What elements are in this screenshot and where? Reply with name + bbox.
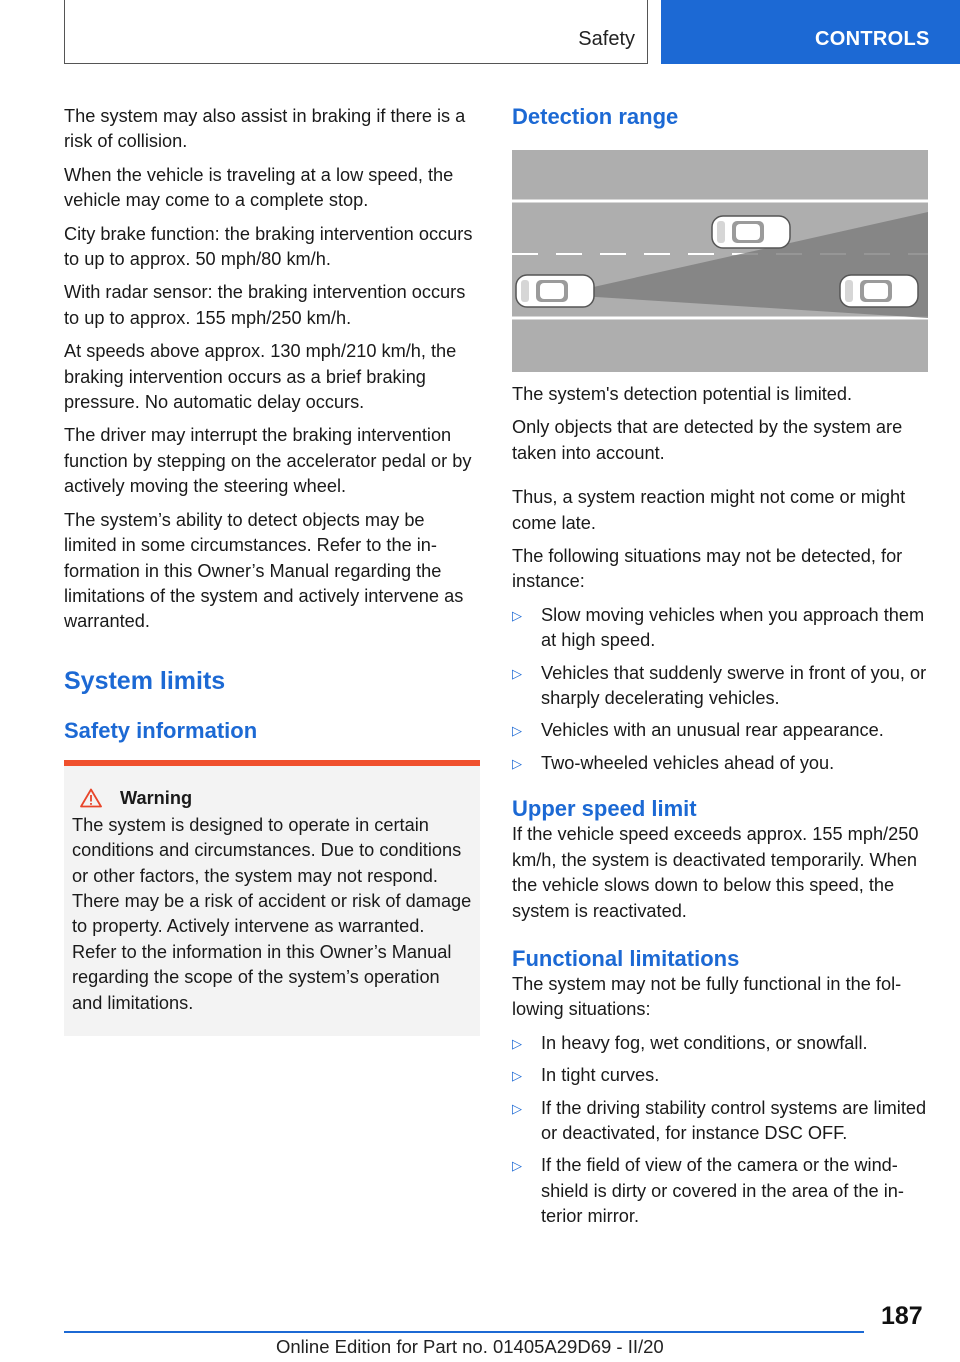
warning-triangle-icon xyxy=(80,788,102,808)
list-item: ▷ Vehicles with an unusual rear appearance. xyxy=(512,718,928,743)
header-section-box xyxy=(64,0,648,64)
header-chapter-tab xyxy=(661,0,960,64)
list-item: ▷ If the field of view of the camera or the windshield is dirty or covered in the area of the interior mirror. xyxy=(512,1155,904,1227)
triangle-bullet-icon: ▷ xyxy=(512,1158,522,1174)
triangle-bullet-icon: ▷ xyxy=(512,607,522,623)
ego-vehicle-icon xyxy=(516,275,594,307)
paragraph: The system may also assist in braking if there is a risk of collision. xyxy=(64,106,466,152)
undetected-situations-list xyxy=(512,603,928,776)
paragraph: At speeds above approx. 130 mph/210 km/h, the braking intervention occurs as a brief braking pressure. No automatic delay occurs. xyxy=(64,341,457,413)
triangle-bullet-icon: ▷ xyxy=(512,1035,522,1051)
detection-range-diagram xyxy=(512,150,928,372)
footer-rule xyxy=(64,1331,864,1333)
triangle-bullet-icon: ▷ xyxy=(512,1068,522,1084)
paragraph: The system’s ability to detect objects may be limited in some circumstances. Refer to the information in this Owner’s Manual regarding the limitations of the system and actively intervene as warranted. xyxy=(64,509,464,632)
page-number: 187 xyxy=(881,1302,923,1330)
paragraph: The system's detection potential is limited. xyxy=(512,384,853,404)
list-item: ▷ In tight curves. xyxy=(512,1063,928,1088)
triangle-bullet-icon: ▷ xyxy=(512,665,522,681)
triangle-bullet-icon: ▷ xyxy=(512,755,522,771)
paragraph: When the vehicle is traveling at a low speed, the vehicle may come to a complete stop. xyxy=(64,164,454,211)
paragraph: The following situations may not be detected, for instance: xyxy=(512,546,903,592)
paragraph: City brake function: the braking intervention occurs to up to approx. 50 mph/80 km/h. xyxy=(64,223,473,270)
list-item: ▷ If the driving stability control systems are limited or deactivated, for instance DSC OFF. xyxy=(512,1097,927,1143)
functional-limitations-list xyxy=(512,1031,928,1230)
heading-system-limits: System limits xyxy=(64,666,226,695)
heading-detection-range: Detection range xyxy=(512,104,679,129)
list-item: ▷ Vehicles that suddenly swerve in front of you, or sharply decelerating vehicles. xyxy=(512,662,927,709)
list-item: ▷ Slow moving vehicles when you approach them at high speed. xyxy=(512,604,925,651)
triangle-bullet-icon: ▷ xyxy=(512,723,522,739)
list-item: ▷ In heavy fog, wet conditions, or snowfall. xyxy=(512,1031,928,1056)
footer-edition: Online Edition for Part no. 01405A29D69 - II/20 xyxy=(276,1336,664,1357)
header-section-title: Safety xyxy=(578,28,635,50)
paragraph: The driver may interrupt the braking intervention function by stepping on the accelerator pedal or by actively moving the steering wheel. xyxy=(64,425,472,497)
heading-functional-limitations: Functional limitations xyxy=(512,945,740,971)
left-column xyxy=(64,104,480,1036)
paragraph: Thus, a system reaction might not come or might come late. xyxy=(512,487,906,533)
warning-title: Warning xyxy=(120,787,193,808)
triangle-bullet-icon: ▷ xyxy=(512,1100,522,1116)
paragraph: If the vehicle speed exceeds approx. 155 mph/250 km/h, the system is deactivated temporarily. When the vehicle slows down to below this speed, the system is reactivated. xyxy=(512,824,919,921)
vehicle-ahead-icon xyxy=(840,275,918,307)
warning-box xyxy=(64,760,480,1036)
heading-upper-speed-limit: Upper speed limit xyxy=(512,796,697,822)
header-chapter-label: CONTROLS xyxy=(815,28,930,50)
warning-text: The system is designed to operate in certain conditions and circumstances. Due to conditions or other factors, the system may not respond. There may be a risk of accident or risk of damage to property. Actively intervene as warranted. Refer to the information in this Owner’s Manual regarding the scope of the system’s operation and limitations. xyxy=(72,814,472,1013)
paragraph: Only objects that are detected by the system are taken into account. xyxy=(512,417,903,463)
vehicle-adjacent-lane-icon xyxy=(712,216,790,248)
paragraph: The system may not be fully functional in the following situations: xyxy=(512,973,902,1020)
heading-safety-information: Safety information xyxy=(64,717,258,743)
paragraph: With radar sensor: the braking intervention occurs to up to approx. 155 mph/250 km/h. xyxy=(64,282,466,328)
right-column xyxy=(512,104,928,1238)
list-item: ▷ Two-wheeled vehicles ahead of you. xyxy=(512,751,928,776)
